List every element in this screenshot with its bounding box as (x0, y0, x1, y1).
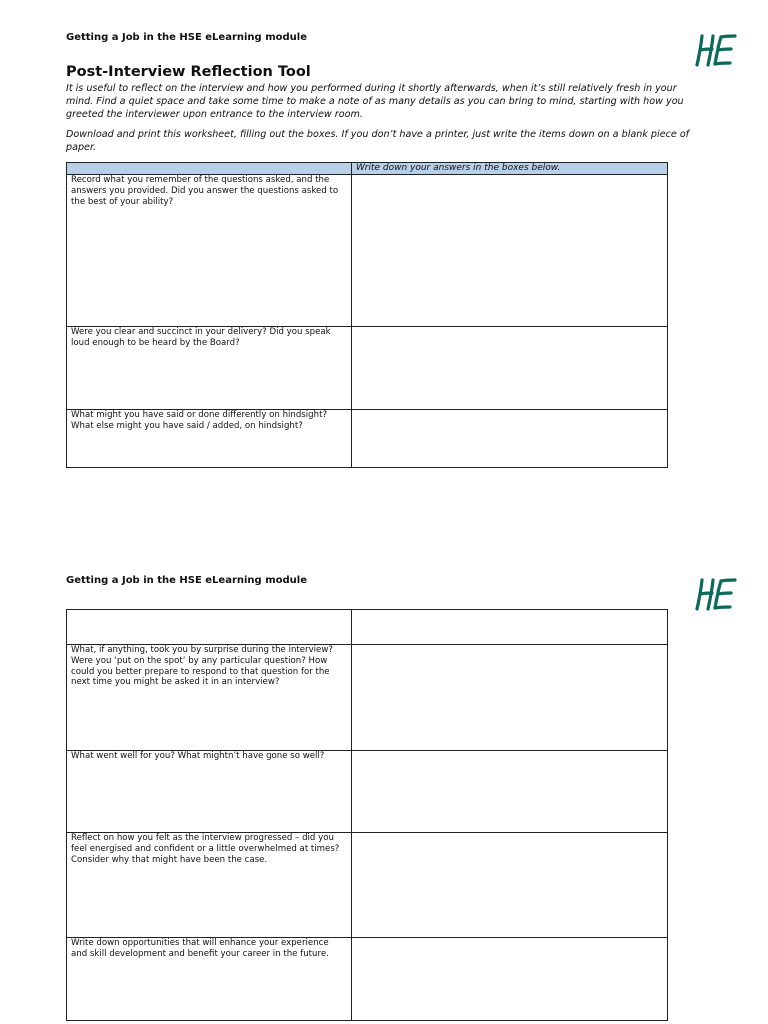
question-cell: Write down opportunities that will enhance your experience and skill development and benefit your career in the future. (67, 938, 352, 1021)
question-cell: What went well for you? What mightn’t have gone so well? (67, 751, 352, 833)
answer-box[interactable] (352, 938, 668, 1021)
question-cell: Reflect on how you felt as the interview progressed – did you feel energised and confident or a little overwhelmed at times? Consider why that might have been the case. (67, 833, 352, 938)
page-title: Post-Interview Reflection Tool (66, 64, 311, 80)
answer-box[interactable] (352, 175, 668, 327)
table-row (67, 610, 668, 645)
question-cell: What might you have said or done differently on hindsight? What else might you have said / added, on hindsight? (67, 410, 352, 468)
answer-box[interactable] (352, 327, 668, 410)
page-1-header: Getting a Job in the HSE eLearning module (66, 32, 307, 43)
table-header-row (67, 163, 668, 175)
table-row (67, 327, 668, 410)
table-row (67, 645, 668, 751)
answer-box[interactable] (352, 751, 668, 833)
answer-box[interactable] (352, 410, 668, 468)
hse-logo (694, 576, 738, 612)
blank-cell (352, 610, 668, 645)
intro-paragraph: It is useful to reflect on the interview and how you performed during it shortly afterwards, when it’s still relatively fresh in your mind. Find a quiet space and take some time to make a note of as many details as you can bring to mind, starting with how you greeted the interviewer upon entrance to the interview room. (66, 83, 684, 120)
question-cell: Were you clear and succinct in your delivery? Did you speak loud enough to be heard by the Board? (67, 327, 352, 410)
blank-cell (67, 610, 352, 645)
instructions-paragraph: Download and print this worksheet, filling out the boxes. If you don’t have a printer, just write the items down on a blank piece of paper. (66, 129, 690, 153)
page-2-header: Getting a Job in the HSE eLearning module (66, 575, 307, 586)
reflection-table-2 (66, 609, 668, 1021)
table-row (67, 833, 668, 938)
table-header-blank (67, 163, 352, 175)
answer-box[interactable] (352, 833, 668, 938)
table-row (67, 938, 668, 1021)
table-row (67, 410, 668, 468)
table-row (67, 751, 668, 833)
table-row (67, 175, 668, 327)
question-cell: What, if anything, took you by surprise during the interview? Were you ‘put on the spot’ by any particular question? How could you better prepare to respond to that question for the next time you might be asked it in an interview? (67, 645, 352, 751)
hse-logo (694, 32, 738, 68)
answer-box[interactable] (352, 645, 668, 751)
question-cell: Record what you remember of the questions asked, and the answers you provided. Did you answer the questions asked to the best of your ability? (67, 175, 352, 327)
table-hint: Write down your answers in the boxes below. (352, 163, 668, 175)
reflection-table-1 (66, 162, 668, 468)
